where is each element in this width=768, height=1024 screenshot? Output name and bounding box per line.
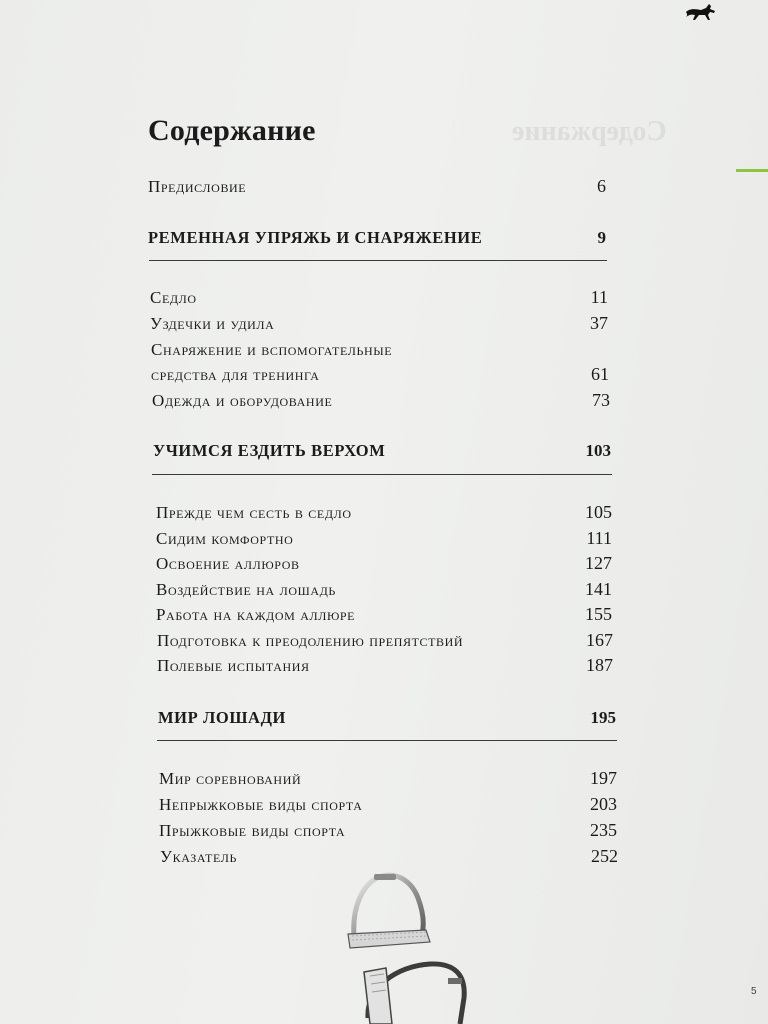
toc-section-page: 103 xyxy=(585,441,611,460)
toc-entry-page: 61 xyxy=(591,364,609,384)
bleed-through-text: Содержание xyxy=(512,116,667,147)
toc-entry[interactable] xyxy=(159,794,617,815)
toc-entry-label: Прежде чем сесть в седло xyxy=(156,503,352,522)
section-divider xyxy=(157,740,617,741)
toc-section-harness[interactable] xyxy=(148,228,606,248)
toc-entry-page: 37 xyxy=(590,313,608,333)
toc-section-title: МИР ЛОШАДИ xyxy=(158,708,286,727)
toc-entry[interactable] xyxy=(156,579,612,600)
page-title: Содержание xyxy=(148,114,316,147)
toc-entry-label: Освоение аллюров xyxy=(156,554,300,573)
toc-section-horse-world[interactable] xyxy=(158,708,616,728)
toc-entry-label: средства для тренинга xyxy=(151,365,320,384)
toc-entry-label: Мир соревнований xyxy=(159,769,302,788)
toc-entry-label: Предисловие xyxy=(148,177,247,196)
toc-entry-label: Указатель xyxy=(160,847,237,866)
toc-entry[interactable] xyxy=(159,768,617,789)
toc-entry-page: 187 xyxy=(586,655,613,675)
toc-entry-label: Работа на каждом аллюре xyxy=(156,605,356,624)
toc-entry[interactable] xyxy=(150,313,608,334)
toc-entry[interactable] xyxy=(151,340,609,360)
toc-entry-label: Снаряжение и вспомогательные xyxy=(151,340,393,359)
stirrup-illustration xyxy=(356,958,476,1024)
toc-entry-page: 155 xyxy=(585,604,612,624)
toc-entry-label: Сидим комфортно xyxy=(156,529,294,548)
toc-entry-page: 167 xyxy=(586,630,613,650)
toc-entry-label: Воздействие на лошадь xyxy=(156,580,336,599)
page-number: 5 xyxy=(751,986,757,997)
toc-entry-page: 111 xyxy=(586,528,612,548)
toc-entry[interactable] xyxy=(156,604,612,625)
stirrup-illustration xyxy=(340,868,440,958)
toc-entry-page: 197 xyxy=(590,768,617,788)
toc-section-title: УЧИМСЯ ЕЗДИТЬ ВЕРХОМ xyxy=(153,441,386,460)
toc-entry-label: Непрыжковые виды спорта xyxy=(159,795,363,814)
section-divider xyxy=(152,474,612,475)
toc-entry-page: 252 xyxy=(591,846,618,866)
toc-section-title: РЕМЕННАЯ УПРЯЖЬ И СНАРЯЖЕНИЕ xyxy=(148,228,483,247)
horse-silhouette-icon xyxy=(684,2,718,22)
toc-entry[interactable] xyxy=(156,528,612,549)
toc-section-riding[interactable] xyxy=(153,441,611,461)
toc-entry-page: 127 xyxy=(585,553,612,573)
toc-entry-label: Прыжковые виды спорта xyxy=(159,821,346,840)
toc-entry-page: 105 xyxy=(585,502,612,522)
toc-entry-page: 11 xyxy=(590,287,608,307)
toc-entry-page: 141 xyxy=(585,579,612,599)
toc-section-page: 195 xyxy=(590,708,616,727)
toc-entry[interactable] xyxy=(157,630,613,651)
toc-entry-label: Одежда и оборудование xyxy=(152,391,333,410)
toc-entry-page: 203 xyxy=(590,794,617,814)
toc-entry[interactable] xyxy=(151,364,609,385)
toc-entry[interactable] xyxy=(156,553,612,574)
toc-entry-preface[interactable] xyxy=(148,176,606,197)
toc-entry[interactable] xyxy=(150,287,608,308)
toc-entry-page: 73 xyxy=(592,390,610,410)
toc-entry-label: Уздечки и удила xyxy=(150,314,275,333)
toc-entry[interactable] xyxy=(152,390,610,411)
toc-entry-page: 6 xyxy=(597,176,606,196)
toc-entry-label: Седло xyxy=(150,288,197,307)
toc-entry[interactable] xyxy=(157,655,613,676)
toc-entry[interactable] xyxy=(159,820,617,841)
toc-section-page: 9 xyxy=(597,228,606,247)
toc-entry[interactable] xyxy=(160,846,618,867)
green-edge-tab xyxy=(736,169,768,172)
toc-entry[interactable] xyxy=(156,502,612,523)
toc-entry-label: Полевые испытания xyxy=(157,656,310,675)
section-divider xyxy=(149,260,607,261)
toc-entry-page: 235 xyxy=(590,820,617,840)
toc-entry-label: Подготовка к преодолению препятствий xyxy=(157,631,464,650)
